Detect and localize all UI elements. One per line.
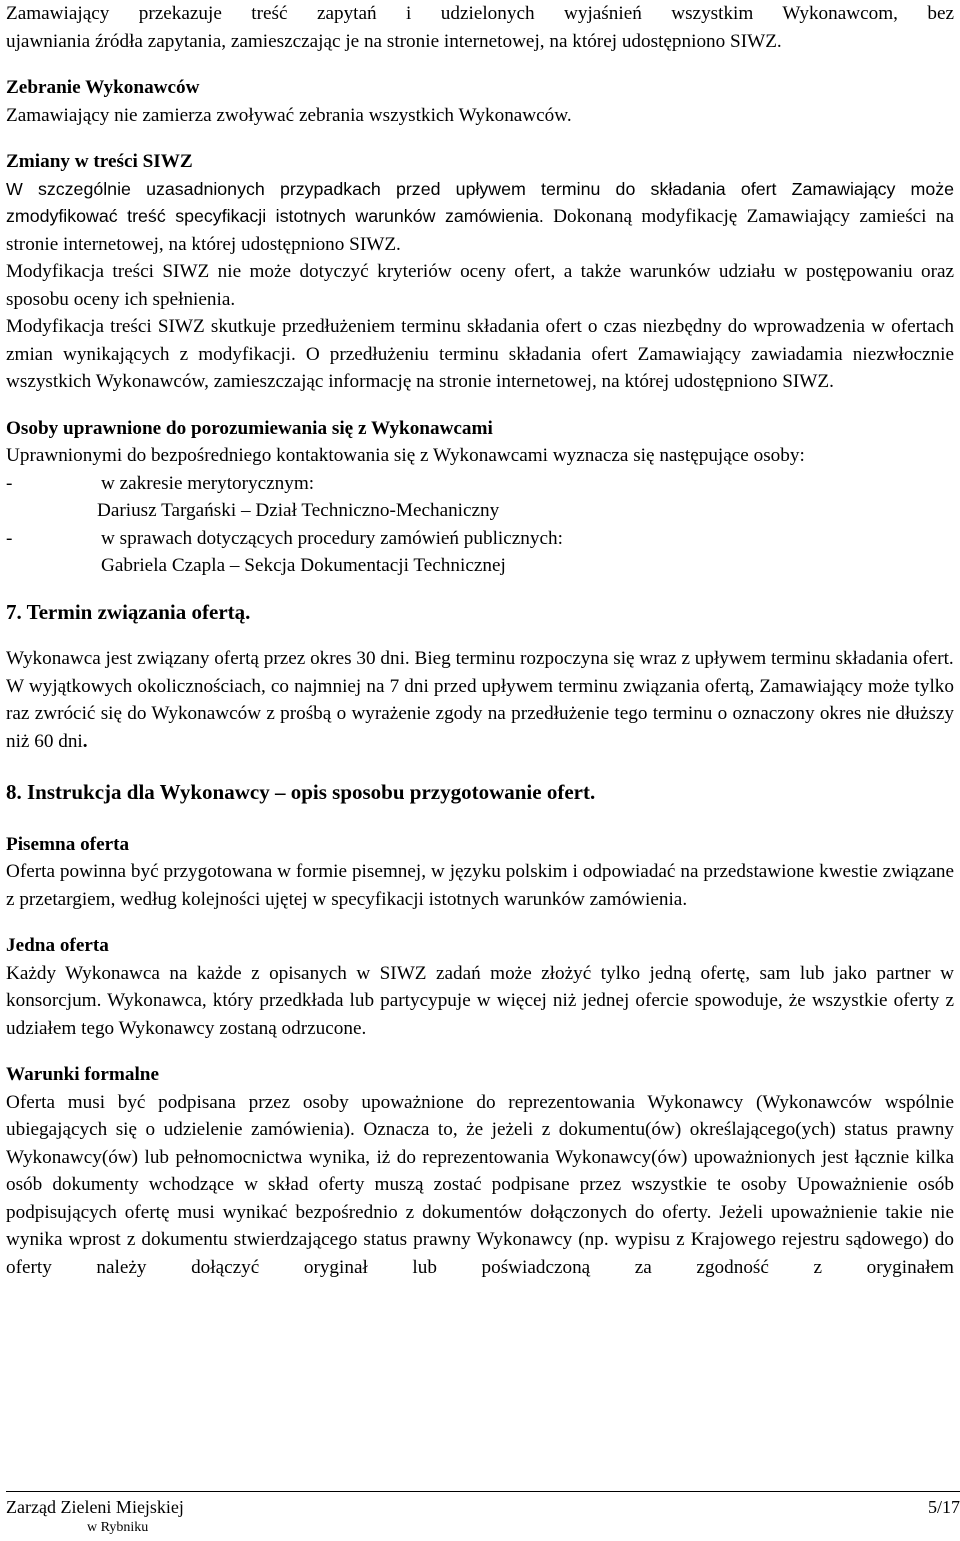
pisemna-text: Oferta powinna być przygotowana w formie pisemnej, w języku polskim i odpowiadać na przedstawione kwestie związane z przetargiem, według kolejności ujętej w specyfikacji istotnych warunków zamówienia.: [6, 861, 954, 910]
document-page: [6, 0, 954, 1281]
pisemna-heading: Pisemna oferta: [6, 833, 130, 855]
zmiany-paragraph-1: [6, 176, 954, 259]
footer-page-number: 5/17: [927, 1497, 960, 1517]
zmiany-p1-c: Dokonaną modyfikację Zamawiający zamieści na stronie internetowej, na której udostępniono SIWZ.: [6, 206, 955, 255]
osoby-intro: Uprawnionymi do bezpośredniego kontaktowania się z Wykonawcami wyznacza się następujące osoby:: [6, 445, 805, 466]
zmiany-p1-b: może zmodyfikować treść specyfikacji istotnych warunków zamówienia.: [6, 178, 954, 226]
zmiany-paragraph-2: Modyfikacja treści SIWZ nie może dotyczyć kryteriów oceny ofert, a także warunków udziału w postępowaniu oraz sposobu oceny ich spełnienia.: [6, 261, 954, 310]
section-7-paragraph-2: [6, 673, 954, 756]
osoby-item-1: [6, 470, 954, 498]
section-7-p2-period: .: [82, 730, 88, 752]
warunki-text: Oferta musi być podpisana przez osoby upoważnione do reprezentowania Wykonawcy (Wykonawców wspólnie ubiegających się o udzielenie zamówienia). Oznacza to, że jeżeli z dokumentu(ów) określającego(ych) status prawny Wykonawcy(ów) lub pełnomocnictwa wynika, iż do reprezentowania Wykonawcy(ów) upoważnionych jest łącznie kilka osób dokumenty wchodzące w skład oferty muszą zostać podpisane przez wszystkie te osoby Upoważnienie osób podpisujących ofertę musi wynikać bezpośrednio z dokumentów dołączonych do oferty. Jeżeli upoważnienie takie nie wynika wprost z dokumentu stwierdzającego status prawny Wykonawcy (np. wypisu z Krajowego rejestru sądowego) do oferty należy dołączyć oryginał lub poświadczoną za zgodność z oryginałem: [6, 1091, 954, 1278]
dash-bullet: -: [6, 527, 13, 549]
warunki-heading: Warunki formalne: [6, 1064, 159, 1085]
osoby-item-1-label: w zakresie merytorycznym:: [101, 472, 315, 494]
zmiany-p1-a: W szczególnie uzasadnionych przypadkach przed upływem terminu do składania ofert Zamawiający: [6, 178, 896, 199]
zmiany-paragraph-3: Modyfikacja treści SIWZ skutkuje przedłużeniem terminu składania ofert o czas niezbędny do wprowadzenia w ofertach zmian wynikających z modyfikacji. O przedłużeniu terminu składania ofert Zamawiający zawiadamia niezwłocznie wszystkich Wykonawców, zamieszczając informację na stronie internetowej, na której udostępniono SIWZ.: [6, 316, 954, 392]
section-8-heading: 8. Instrukcja dla Wykonawcy – opis sposobu przygotowanie ofert.: [6, 780, 596, 804]
osoby-item-2: [6, 525, 954, 553]
zebranie-heading: Zebranie Wykonawców: [6, 77, 200, 98]
section-7-p2-text: W wyjątkowych okolicznościach, co najmniej na 7 dni przed upływem terminu związania ofertą, Zamawiający może tylko raz zwrócić się do Wykonawców z prośbą o wyrażenie zgody na przedłużenie tego terminu o oznaczony okres nie dłuższy niż 60 dni: [6, 675, 954, 752]
zmiany-heading: Zmiany w treści SIWZ: [6, 151, 193, 172]
osoby-item-1-person: Dariusz Targański – Dział Techniczno-Mechaniczny: [97, 500, 500, 521]
osoby-heading: Osoby uprawnione do porozumiewania się z Wykonawcami: [6, 417, 493, 439]
footer-organization-sub: w Rybniku: [87, 1520, 149, 1535]
intro-line-2: ujawniania źródła zapytania, zamieszczając je na stronie internetowej, na której udostępniono SIWZ.: [6, 30, 782, 52]
jedna-heading: Jedna oferta: [6, 935, 109, 956]
zebranie-text: Zamawiający nie zamierza zwoływać zebrania wszystkich Wykonawców.: [6, 104, 572, 126]
dash-bullet: -: [6, 472, 13, 494]
jedna-text: Każdy Wykonawca na każde z opisanych w SIWZ zadań może złożyć tylko jedną ofertę, sam lub jako partner w konsorcjum. Wykonawca, który przedkłada lub partycypuje w więcej niż jednej ofercie spowoduje, że wszystkie oferty z udziałem tego Wykonawcy zostaną odrzucone.: [6, 962, 954, 1039]
intro-line-1: Zamawiający przekazuje treść zapytań i udzielonych wyjaśnień wszystkim Wykonawcom, bez: [6, 3, 954, 24]
footer-organization: Zarząd Zieleni Miejskiej: [6, 1497, 184, 1517]
page-footer: [6, 1491, 960, 1537]
section-7-heading: 7. Termin związania ofertą.: [6, 599, 251, 624]
osoby-item-2-person: Gabriela Czapla – Sekcja Dokumentacji Technicznej: [101, 555, 506, 576]
section-7-paragraph-1: Wykonawca jest związany ofertą przez okres 30 dni. Bieg terminu rozpoczyna się wraz z upływem terminu składania ofert.: [6, 648, 954, 669]
osoby-item-2-label: w sprawach dotyczących procedury zamówień publicznych:: [101, 527, 563, 549]
